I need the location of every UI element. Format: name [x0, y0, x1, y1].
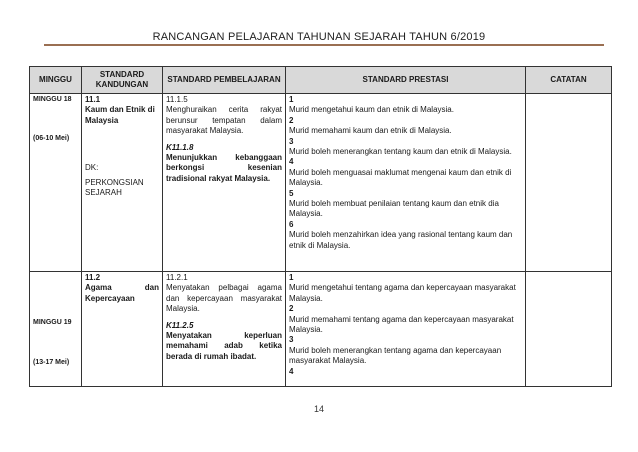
title-rule — [44, 44, 604, 46]
notes-cell — [526, 94, 612, 272]
learning-standard-cell — [163, 272, 286, 387]
level-number: 3 — [289, 335, 294, 345]
learning-code: 11.1.5 — [166, 95, 188, 104]
content-title: Agama dan Kepercayaan — [85, 283, 159, 303]
level-number: 2 — [289, 304, 294, 314]
table-row — [30, 94, 612, 272]
content-code: 11.2 — [85, 273, 101, 282]
header-row — [30, 67, 612, 94]
performance-standard-cell — [286, 272, 526, 387]
dk-label: DK: — [85, 163, 99, 173]
level-text: Murid boleh membuat penilaian tentang kaum dan etnik dia Malaysia. — [289, 199, 499, 219]
learning-code: 11.2.1 — [166, 273, 188, 282]
week-cell — [30, 272, 82, 387]
week-label: MINGGU 18 — [33, 96, 72, 103]
level-text: Murid boleh menguasai maklumat mengenai kaum dan etnik di Malaysia. — [289, 167, 512, 188]
k-text: Menunjukkan kebanggaan berkongsi kesenian tradisional rakyat Malaysia. — [166, 153, 282, 183]
page-number: 14 — [313, 404, 324, 414]
col-header-learning-standard: STANDARD PEMBELAJARAN — [163, 67, 286, 94]
col-header-performance-standard: STANDARD PRESTASI — [286, 67, 526, 94]
table-row — [30, 272, 612, 387]
week-dates: (06-10 Mei) — [33, 135, 70, 143]
level-number: 6 — [289, 219, 294, 229]
content-title: Kaum dan Etnik di Malaysia — [85, 105, 155, 125]
content-standard-cell — [82, 272, 163, 387]
week-dates: (13-17 Mei) — [33, 359, 70, 367]
col-header-week: MINGGU — [30, 67, 82, 94]
notes-cell — [526, 272, 612, 387]
learning-standard-cell — [163, 94, 286, 272]
week-label: MINGGU 19 — [33, 319, 72, 326]
level-text: Murid mengetahui tentang agama dan kepercayaan masyarakat Malaysia. — [289, 283, 516, 303]
level-number: 1 — [289, 273, 294, 282]
level-text: Murid memahami tentang agama dan kepercayaan masyarakat Malaysia. — [289, 314, 514, 335]
col-header-content-standard: STANDARD KANDUNGAN — [82, 67, 163, 94]
level-number: 4 — [289, 366, 294, 376]
performance-standard-cell — [286, 94, 526, 272]
lesson-plan-table — [29, 66, 612, 387]
learning-text: Menyatakan pelbagai agama dan kepercayaan masyarakat Malaysia. — [166, 283, 282, 314]
level-text: Murid boleh menzahirkan idea yang rasional tentang kaum dan etnik di Malaysia. — [289, 230, 513, 250]
level-number: 1 — [289, 95, 294, 104]
level-text: Murid boleh menerangkan tentang kaum dan etnik di Malaysia. — [289, 147, 512, 157]
k-text: Menyatakan keperluan memahami adab ketika berada di rumah ibadat. — [166, 331, 282, 361]
content-code: 11.1 — [85, 95, 101, 104]
level-number: 3 — [289, 136, 294, 146]
level-number: 4 — [289, 157, 294, 167]
week-cell — [30, 94, 82, 272]
learning-text: Menghuraikan cerita rakyat berunsur tempatan dalam masyarakat Malaysia. — [166, 105, 282, 136]
dk-text: PERKONGSIAN SEJARAH — [85, 177, 144, 198]
level-number: 5 — [289, 188, 294, 198]
k-code: K11.1.8 — [166, 142, 194, 152]
level-text: Murid memahami kaum dan etnik di Malaysia. — [289, 126, 452, 136]
page-title: RANCANGAN PELAJARAN TAHUNAN SEJARAH TAHUN 6/2019 — [152, 31, 486, 43]
level-text: Murid boleh menerangkan tentang agama dan kepercayaan masyarakat Malaysia. — [289, 345, 502, 366]
level-number: 2 — [289, 115, 294, 125]
col-header-notes: CATATAN — [526, 67, 612, 94]
content-standard-cell — [82, 94, 163, 272]
level-text: Murid mengetahui kaum dan etnik di Malaysia. — [289, 105, 454, 115]
k-code: K11.2.5 — [166, 320, 194, 330]
